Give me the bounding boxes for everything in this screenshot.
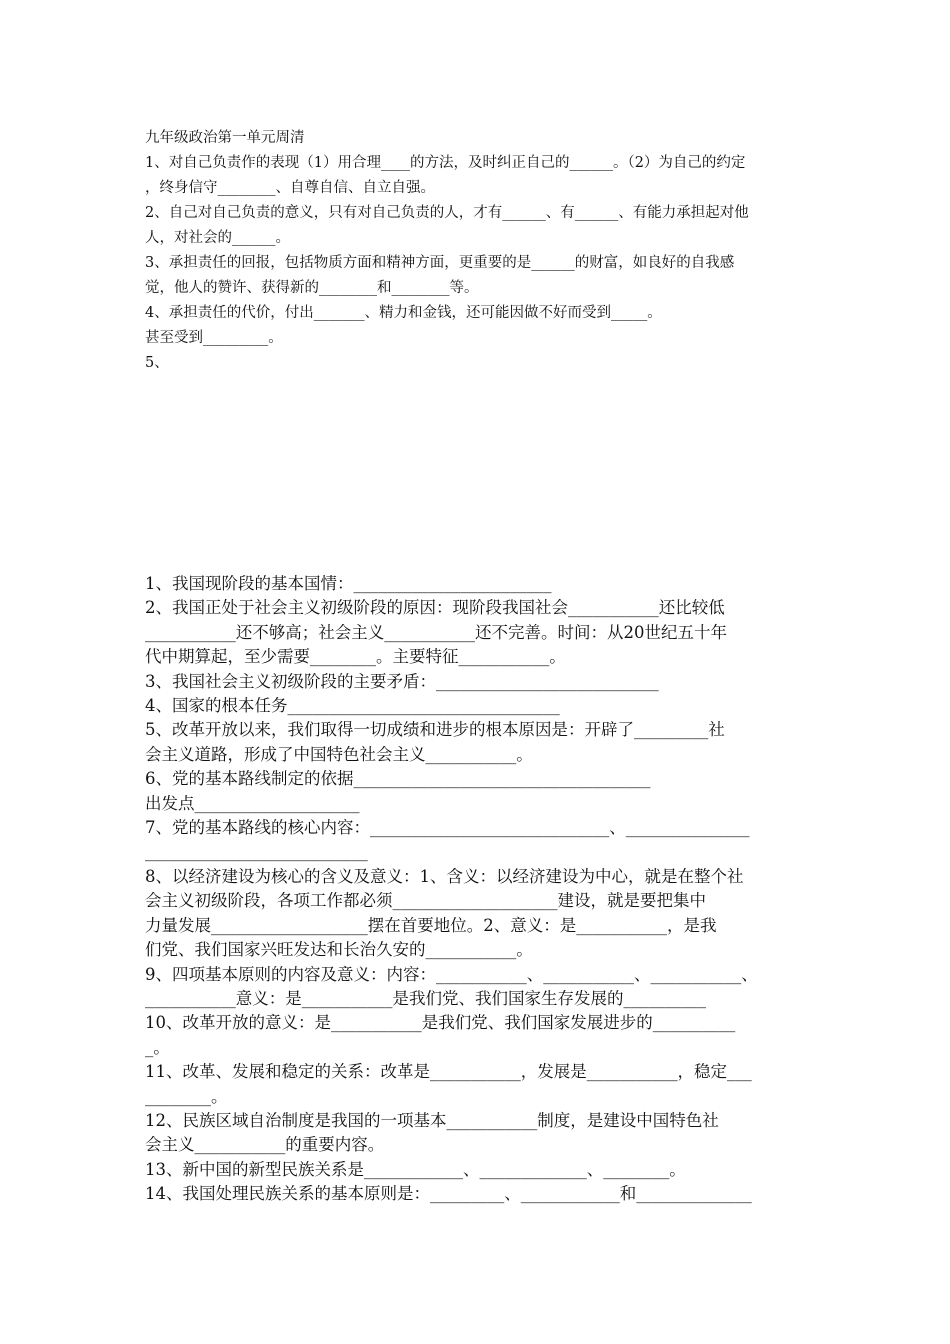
question-line: 5、 [145, 355, 169, 371]
weekly-quiz-section [145, 126, 810, 376]
question-line: 力量发展___________________摆在首要地位。2、意义：是___________，是我 [145, 915, 717, 935]
question-line: ，终身信守________、自尊自信、自立自强。 [145, 180, 435, 196]
question-line: 甚至受到_________。 [145, 330, 283, 346]
question-line: 4、承担责任的代价，付出_______、精力和金钱，还可能因做不好而受到_____。 [145, 305, 662, 321]
fill-in-section [145, 572, 810, 1207]
question-line: 觉，他人的赞许、获得新的________和________等。 [145, 280, 479, 296]
question-line: 13、新中国的新型民族关系是____________、_____________、________。 [145, 1159, 686, 1179]
question-line: ___________意义：是___________是我们党、我们国家生存发展的__________ [145, 988, 706, 1008]
question-line: 人，对社会的______。 [145, 230, 290, 246]
question-line: ___________________________ [145, 842, 368, 862]
question-line: 们党、我们国家兴旺发达和长治久安的___________。 [145, 940, 533, 960]
question-line: 3、承担责任的回报，包括物质方面和精神方面，更重要的是______的财富，如良好的自我感 [145, 255, 735, 271]
question-line: 1、我国现阶段的基本国情：________________________ [145, 574, 552, 593]
question-line: ________。 [145, 1086, 228, 1106]
question-line: 3、我国社会主义初级阶段的主要矛盾：___________________________ [145, 671, 659, 691]
question-line: 7、党的基本路线的核心内容：_____________________________、_______________ [145, 818, 750, 838]
question-line: 4、国家的根本任务_________________________________ [145, 696, 560, 716]
question-line: 会主义初级阶段，各项工作都必须____________________建设，就是要把集中 [145, 891, 706, 911]
question-line: 11、改革、发展和稳定的关系：改革是___________，发展是___________，稳定___ [145, 1062, 752, 1082]
question-line: 出发点____________________ [145, 793, 360, 813]
question-line: 1、对自己负责作的表现（1）用合理____的方法，及时纠正自己的______。（2）为自己的约定 [145, 155, 746, 171]
question-line: 14、我国处理民族关系的基本原则是：_________、____________和______________ [145, 1184, 752, 1204]
question-line: 会主义道路，形成了中国特色社会主义___________。 [145, 744, 533, 764]
quiz-title: 九年级政治第一单元周清 [145, 130, 305, 146]
question-line: 会主义___________的重要内容。 [145, 1135, 385, 1155]
question-line: _。 [145, 1037, 170, 1057]
question-line: 12、民族区域自治制度是我国的一项基本___________制度，是建设中国特色社 [145, 1110, 719, 1130]
question-line: 9、四项基本原则的内容及意义：内容：___________、___________、___________、 [145, 964, 758, 984]
question-line: ___________还不够高；社会主义___________还不完善。时间：从20世纪五十年 [145, 622, 727, 642]
question-line: 5、改革开放以来，我们取得一切成绩和进步的根本原因是：开辟了_________社 [145, 720, 725, 740]
question-line: 2、自己对自己负责的意义，只有对自己负责的人，才有______、有______、有能力承担起对他 [145, 205, 749, 221]
question-line: 8、以经济建设为核心的含义及意义：1、含义：以经济建设为中心，就是在整个社 [145, 866, 744, 886]
question-line: 10、改革开放的意义：是___________是我们党、我们国家发展进步的__________ [145, 1013, 736, 1033]
question-line: 6、党的基本路线制定的依据____________________________________ [145, 769, 651, 789]
question-line: 代中期算起，至少需要________。主要特征___________。 [145, 647, 566, 667]
question-line: 2、我国正处于社会主义初级阶段的原因：现阶段我国社会___________还比较低 [145, 598, 725, 618]
